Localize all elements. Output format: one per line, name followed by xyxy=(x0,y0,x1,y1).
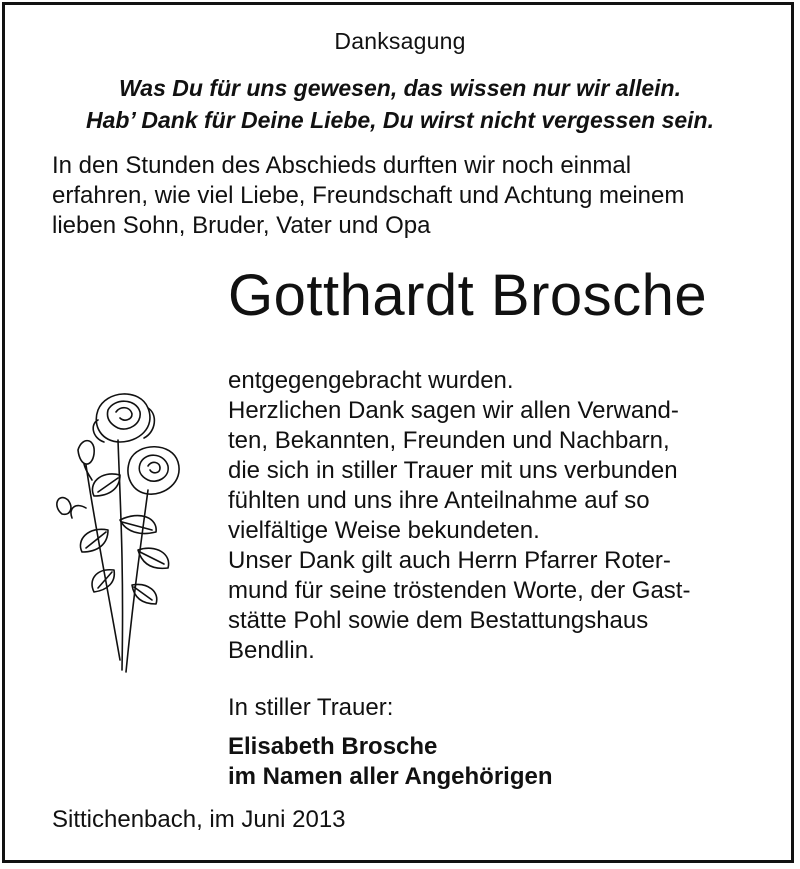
body-line: Bendlin. xyxy=(228,637,315,664)
body-text xyxy=(228,366,748,666)
intro-line: erfahren, wie viel Liebe, Freundschaft und Achtung meinem xyxy=(52,182,685,209)
body-line: mund für seine tröstenden Worte, der Gast- xyxy=(228,577,691,604)
body-line: Herzlichen Dank sagen wir allen Verwand- xyxy=(228,397,679,424)
body-line: stätte Pohl sowie dem Bestattungshaus xyxy=(228,607,649,634)
place-date: Sittichenbach, im Juni 2013 xyxy=(52,806,346,833)
signers-block xyxy=(228,732,553,792)
closing-text: In stiller Trauer: xyxy=(228,694,394,721)
signer-note: im Namen aller Angehörigen xyxy=(228,763,553,790)
quote-line: Hab’ Dank für Deine Liebe, Du wirst nicht vergessen sein. xyxy=(86,107,714,133)
body-line: fühlten und uns ihre Anteilnahme auf so xyxy=(228,487,650,514)
intro-text xyxy=(52,151,752,241)
deceased-name: Gotthardt Brosche xyxy=(228,263,708,328)
body-line: die sich in stiller Trauer mit uns verbunden xyxy=(228,457,678,484)
intro-line: In den Stunden des Abschieds durften wir noch einmal xyxy=(52,152,632,179)
signer-name: Elisabeth Brosche xyxy=(228,733,438,760)
body-line: entgegengebracht wurden. xyxy=(228,367,514,394)
rose-illustration-icon xyxy=(48,380,198,680)
notice-heading: Danksagung xyxy=(334,28,466,54)
body-line: vielfältige Weise bekundeten. xyxy=(228,517,540,544)
quote-line: Was Du für uns gewesen, das wissen nur wir allein. xyxy=(119,75,681,101)
body-line: ten, Bekannten, Freunden und Nachbarn, xyxy=(228,427,670,454)
body-line: Unser Dank gilt auch Herrn Pfarrer Roter- xyxy=(228,547,671,574)
intro-line: lieben Sohn, Bruder, Vater und Opa xyxy=(52,212,431,239)
quote-block xyxy=(0,72,800,136)
